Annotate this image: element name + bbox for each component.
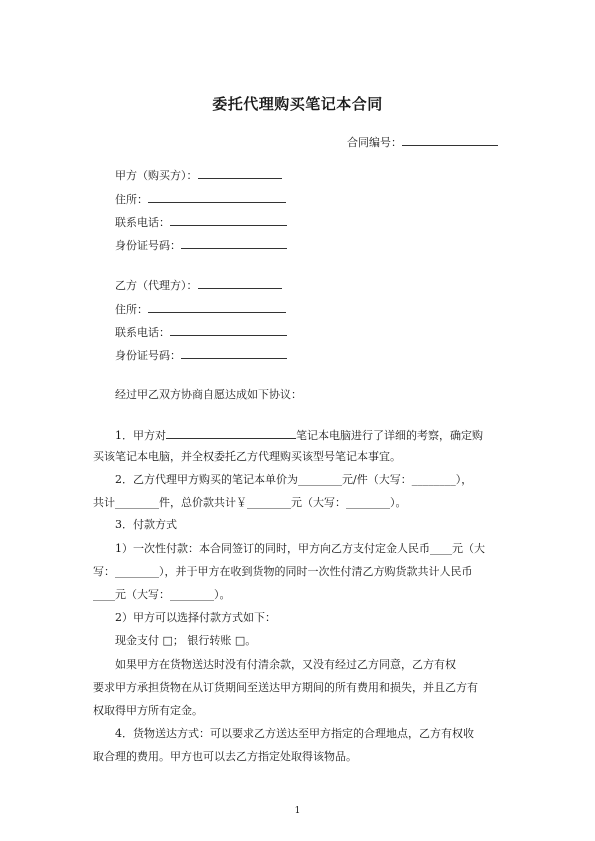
page-number: 1	[294, 806, 301, 816]
party-b-phone-label: 联系电话：	[115, 326, 170, 339]
contract-number-label: 合同编号：	[347, 136, 402, 149]
party-b-address-blank	[148, 302, 286, 313]
party-b-name-line	[115, 278, 282, 293]
payment-options: 现金支付 □； 银行转账 □。	[115, 634, 257, 647]
party-b-name-label: 乙方（代理方）：	[115, 279, 198, 292]
clause-1-blank	[166, 428, 296, 439]
default-line-1: 如果甲方在货物送达时没有付清余款，又没有经过乙方同意，乙方有权	[115, 658, 456, 671]
contract-number-line	[347, 134, 517, 150]
party-a-phone-blank	[170, 215, 287, 226]
party-a-name-label: 甲方（购买方）：	[115, 169, 198, 182]
clause-4-line-1: 4．货物送达方式：可以要求乙方送达至甲方指定的合理地点，乙方有权收	[115, 727, 474, 740]
document-title: 委托代理购买笔记本合同	[212, 95, 383, 113]
contract-number-blank	[402, 135, 498, 146]
party-a-name-blank	[198, 168, 282, 179]
party-b-address-line	[115, 302, 286, 317]
intro-text: 经过甲乙双方协商自愿达成如下协议：	[115, 388, 302, 401]
clause-3-heading: 3．付款方式	[115, 518, 177, 531]
party-a-phone-line	[115, 215, 287, 230]
clause-2-line-2: 共计________件，总价款共计￥________元（大写：________）。	[93, 496, 407, 509]
default-line-3: 权取得甲方所有定金。	[93, 704, 203, 717]
clause-2-line-1: 2．乙方代理甲方购买的笔记本单价为________元/件（大写：________），	[115, 473, 473, 486]
default-line-2: 要求甲方承担货物在从订货期间至送达甲方期间的所有费用和损失，并且乙方有	[93, 681, 478, 694]
party-a-address-blank	[148, 192, 286, 203]
party-b-name-blank	[198, 278, 282, 289]
clause-1-start: 1．甲方对	[115, 429, 166, 442]
party-a-address-label: 住所：	[115, 193, 148, 206]
party-b-id-label: 身份证号码：	[115, 349, 181, 362]
clause-1-end: 笔记本电脑进行了详细的考察，确定购	[296, 429, 483, 442]
clause-1-line-2: 买该笔记本电脑，并全权委托乙方代理购买该型号笔记本事宜。	[93, 450, 401, 463]
payment-1-line-2: 写：________），并于甲方在收到货物的同时一次性付清乙方购货款共计人民币	[93, 565, 473, 578]
party-a-address-line	[115, 192, 286, 207]
clause-1-line-1	[115, 428, 483, 443]
party-b-id-line	[115, 348, 287, 363]
party-b-phone-line	[115, 325, 287, 340]
party-a-name-line	[115, 168, 282, 183]
party-a-id-line	[115, 238, 287, 253]
payment-2-line: 2）甲方可以选择付款方式如下：	[115, 611, 276, 624]
payment-1-line-1: 1）一次性付款：本合同签订的同时，甲方向乙方支付定金人民币____元（大	[115, 542, 485, 555]
party-b-address-label: 住所：	[115, 303, 148, 316]
payment-1-line-3: ____元（大写：________）。	[93, 588, 231, 601]
party-b-id-blank	[181, 348, 287, 359]
party-b-phone-blank	[170, 325, 287, 336]
party-a-id-label: 身份证号码：	[115, 239, 181, 252]
party-a-id-blank	[181, 238, 287, 249]
party-a-phone-label: 联系电话：	[115, 216, 170, 229]
clause-4-line-2: 取合理的费用。甲方也可以去乙方指定处取得该物品。	[93, 750, 357, 763]
